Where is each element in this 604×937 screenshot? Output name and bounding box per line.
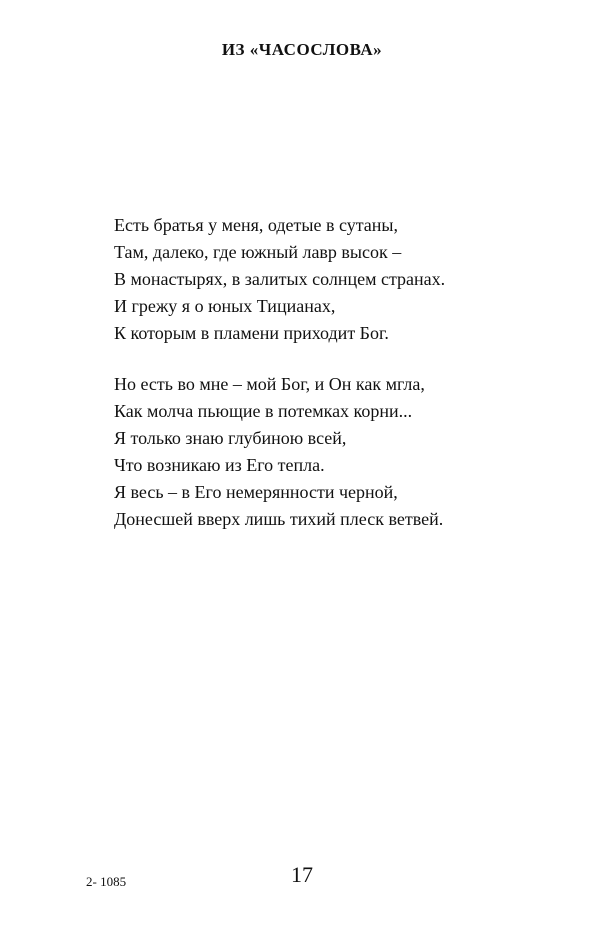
- page-number: 17: [291, 862, 313, 887]
- stanza-2: [114, 371, 584, 533]
- poem-line: И грежу я о юных Тицианах,: [114, 296, 336, 316]
- poem-line: Как молча пьющие в потемках корни...: [114, 401, 413, 421]
- poem-title: ИЗ «ЧАСОСЛОВА»: [221, 40, 383, 59]
- stanza-1: [114, 212, 584, 347]
- poem-line: Что возникаю из Его тепла.: [114, 455, 325, 475]
- poem-line: Донесшей вверх лишь тихий плеск ветвей.: [114, 509, 444, 529]
- printer-signature: 2- 1085: [86, 874, 127, 889]
- poem-line: К которым в пламени приходит Бог.: [114, 323, 389, 343]
- poem-line: Есть братья у меня, одетые в сутаны,: [114, 215, 399, 235]
- poem-line: Там, далеко, где южный лавр высок –: [114, 242, 402, 262]
- poem-line: Но есть во мне – мой Бог, и Он как мгла,: [114, 374, 425, 394]
- poem-body: [114, 212, 584, 557]
- poem-line: В монастырях, в залитых солнцем странах.: [114, 269, 446, 289]
- poem-line: Я весь – в Его немерянности черной,: [114, 482, 398, 502]
- poem-line: Я только знаю глубиною всей,: [114, 428, 347, 448]
